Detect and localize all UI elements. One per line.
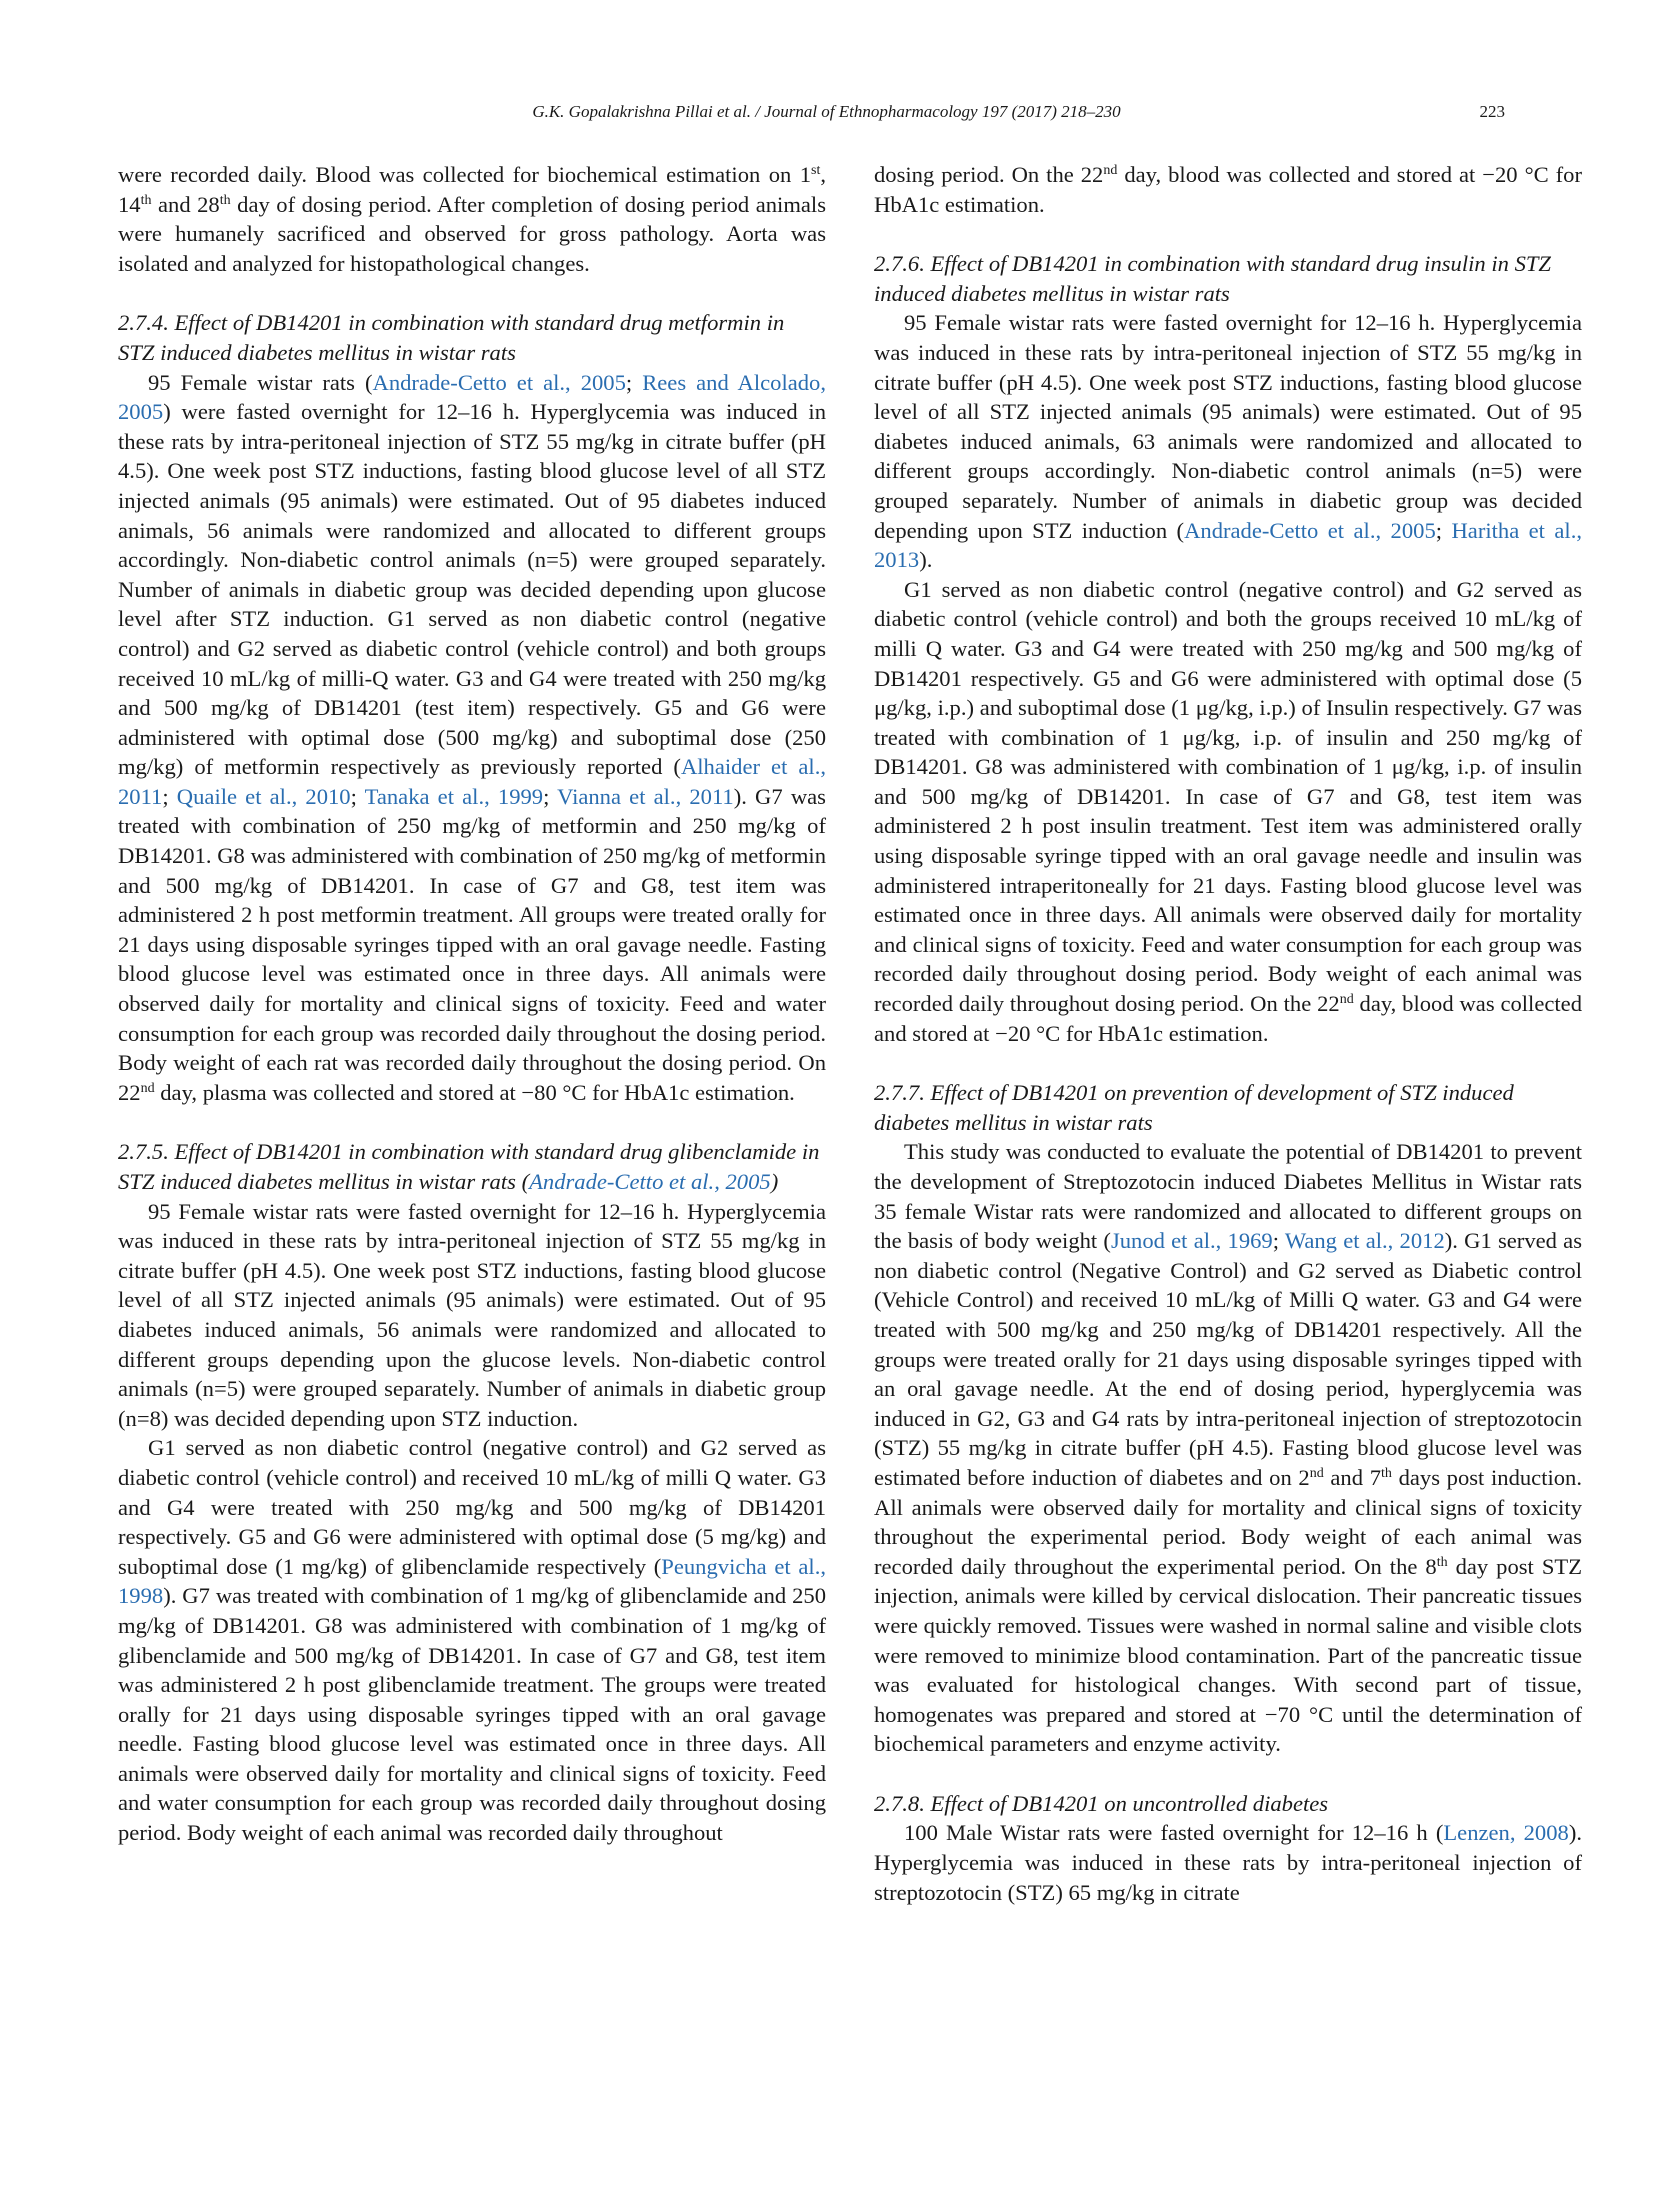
text-run: 2.7.5. Effect of DB14201 in combination with standard drug glibenclamide in STZ induced diabetes mellitus in wistar rats ( — [118, 1139, 820, 1194]
text-run: and 7 — [1323, 1464, 1381, 1490]
section-heading-2-7-6 — [874, 249, 1582, 308]
text-run: day, plasma was collected and stored at −80 °C for HbA1c estimation. — [154, 1079, 795, 1105]
paragraph — [118, 160, 826, 278]
text-run: ). G7 was treated with combination of 250 mg/kg of metformin and 250 mg/kg of DB14201. G8 was administered with combination of 250 mg/kg of metformin and 500 mg/kg of DB14201. In case of G7 and G8, test item was administered 2 h post metformin treatment. All groups were treated orally for 21 days using disposable syringes tipped with an oral gavage needle. Fasting blood glucose level was estimated once in three days. All animals were observed daily for mortality and clinical signs of toxicity. Feed and water consumption for each group was recorded daily throughout the dosing period. Body weight of each rat was recorded daily throughout the dosing period. On 22 — [118, 783, 826, 1105]
text-run: ; — [162, 783, 177, 809]
text-run: day, blood was collected and stored at −20 °C for HbA1c estimation. — [874, 991, 1582, 1046]
page-number: 223 — [1479, 102, 1505, 121]
right-column — [874, 160, 1582, 1907]
citation-link[interactable]: Haritha et al., 2013 — [874, 517, 1582, 573]
citation-link[interactable]: Junod et al., 1969 — [1110, 1228, 1273, 1254]
superscript: nd — [1309, 1466, 1324, 1482]
paragraph — [118, 1433, 826, 1847]
citation-link[interactable]: Andrade-Cetto et al., 2005 — [1184, 517, 1436, 543]
superscript: th — [140, 192, 152, 208]
text-run: ). — [919, 547, 933, 573]
text-run: ) were fasted overnight for 12–16 h. Hyperglycemia was induced in these rats by intra-peritoneal injection of STZ 55 mg/kg in citrate buffer (pH 4.5). One week post STZ inductions, fasting blood glucose level of all STZ injected animals (95 animals) were estimated. Out of 95 diabetes induced animals, 56 animals were randomized and allocated to different groups accordingly. Non-diabetic control animals (n=5) were grouped separately. Number of animals in diabetic group was decided depending upon glucose level after STZ induction. G1 served as non diabetic control (negative control) and G2 served as diabetic control (vehicle control) and both groups received 10 mL/kg of milli-Q water. G3 and G4 were treated with 250 mg/kg and 500 mg/kg of DB14201 (test item) respectively. G5 and G6 were administered with optimal dose (500 mg/kg) and suboptimal dose (250 mg/kg) of metformin respectively as previously reported ( — [118, 399, 826, 780]
superscript: nd — [140, 1081, 155, 1097]
text-run: day of dosing period. After completion of dosing period animals were humanely sacrificed and observed for gross pathology. Aorta was isolated and analyzed for histopathological changes. — [118, 191, 826, 276]
citation-link[interactable]: Wang et al., 2012 — [1284, 1228, 1445, 1254]
paragraph — [874, 1818, 1582, 1907]
paragraph — [874, 1137, 1582, 1758]
text-run: ). Hyperglycemia was induced in these rats by intra-peritoneal injection of streptozotocin (STZ) 65 mg/kg in citrate — [874, 1820, 1583, 1905]
section-heading-2-7-5 — [118, 1137, 826, 1196]
citation-link[interactable]: Tanaka et al., 1999 — [364, 783, 544, 809]
paragraph — [118, 368, 826, 1108]
citation-link[interactable]: Vianna et al., 2011 — [557, 783, 734, 809]
text-run: G1 served as non diabetic control (negative control) and G2 served as diabetic control (vehicle control) and received 10 mL/kg of milli Q water. G3 and G4 were treated with 250 mg/kg and 500 mg/kg of DB14201 respectively. G5 and G6 were administered with optimal dose (5 mg/kg) and suboptimal dose (1 mg/kg) of glibenclamide respectively ( — [118, 1435, 826, 1579]
text-run: 95 Female wistar rats were fasted overnight for 12–16 h. Hyperglycemia was induced in these rats by intra-peritoneal injection of STZ 55 mg/kg in citrate buffer (pH 4.5). One week post STZ inductions, fasting blood glucose level of all STZ injected animals (95 animals) were estimated. Out of 95 diabetes induced animals, 56 animals were randomized and allocated to different groups depending upon the glucose levels. Non-diabetic control animals (n=5) were grouped separately. Number of animals in diabetic group (n=8) was decided depending upon STZ induction. — [118, 1198, 826, 1431]
text-run: G1 served as non diabetic control (negative control) and G2 served as diabetic control (vehicle control) and both the groups received 10 mL/kg of milli Q water. G3 and G4 were treated with 250 mg/kg and 500 mg/kg of DB14201 respectively. G5 and G6 were administered with optimal dose (5 μg/kg, i.p.) and suboptimal dose (1 μg/kg, i.p.) of Insulin respectively. G7 was treated with combination of 1 μg/kg, i.p. of insulin and 250 mg/kg of DB14201. G8 was administered with combination of 1 μg/kg, i.p. of insulin and 500 mg/kg of DB14201. In case of G7 and G8, test item was administered 2 h post insulin treatment. Test item was administered orally using disposable syringe tipped with an oral gavage needle and insulin was administered intraperitoneally for 21 days. Fasting blood glucose level was estimated once in three days. All animals were observed daily for mortality and clinical signs of toxicity. Feed and water consumption for each group was recorded daily throughout dosing period. Body weight of each animal was recorded daily throughout dosing period. On the 22 — [874, 576, 1582, 1017]
superscript: th — [1381, 1466, 1392, 1482]
text-run: 2.7.4. Effect of DB14201 in combination with standard drug metformin in STZ induced diabetes mellitus in wistar rats — [118, 310, 785, 365]
text-run: were recorded daily. Blood was collected for biochemical estimation on 1 — [118, 162, 811, 187]
citation-link[interactable]: Andrade-Cetto et al., 2005 — [372, 369, 626, 395]
text-run: 2.7.7. Effect of DB14201 on prevention of development of STZ induced diabetes mellitus in wistar rats — [874, 1080, 1514, 1135]
left-column — [118, 160, 826, 1848]
section-heading-2-7-4 — [118, 308, 826, 367]
superscript: nd — [1103, 163, 1118, 179]
citation-link[interactable]: Lenzen, 2008 — [1443, 1820, 1569, 1846]
paragraph — [118, 1197, 826, 1434]
paragraph — [874, 308, 1582, 574]
citation-link[interactable]: Rees and Alcolado, 2005 — [118, 369, 826, 425]
text-run: ) — [770, 1169, 779, 1194]
text-run: ; — [1435, 517, 1452, 543]
text-run: day, blood was collected and stored at −20 °C for HbA1c estimation. — [874, 162, 1583, 217]
running-header — [0, 96, 1653, 126]
superscript: th — [1436, 1555, 1448, 1571]
text-run: 100 Male Wistar rats were fasted overnight for 12–16 h ( — [904, 1820, 1444, 1846]
citation-link[interactable]: Alhaider et al., 2011 — [118, 754, 827, 809]
text-run: 2.7.8. Effect of DB14201 on uncontrolled diabetes — [874, 1790, 1329, 1816]
text-run: 95 Female wistar rats ( — [148, 369, 373, 395]
citation-link[interactable]: Quaile et al., 2010 — [176, 783, 351, 809]
section-heading-2-7-7 — [874, 1078, 1582, 1137]
paragraph — [874, 160, 1582, 219]
text-run: ; — [625, 369, 643, 395]
text-run: days post induction. All animals were observed daily for mortality and clinical signs of toxicity throughout the experimental period. Body weight of each animal was recorded daily throughout the experimental period. On the 8 — [874, 1464, 1582, 1579]
text-run: and 28 — [151, 191, 220, 217]
text-run: 95 Female wistar rats were fasted overnight for 12–16 h. Hyperglycemia was induced in these rats by intra-peritoneal injection of STZ 55 mg/kg in citrate buffer (pH 4.5). One week post STZ inductions, fasting blood glucose level of all STZ injected animals (95 animals) were estimated. Out of 95 diabetes induced animals, 63 animals were randomized and allocated to different groups accordingly. Non-diabetic control animals (n=5) were grouped separately. Number of animals in diabetic group was decided depending upon STZ induction ( — [874, 310, 1582, 543]
text-run: 2.7.6. Effect of DB14201 in combination with standard drug insulin in STZ induced diabetes mellitus in wistar rats — [874, 251, 1551, 306]
text-run: ; — [1272, 1228, 1285, 1254]
text-run: dosing period. On the 22 — [874, 162, 1104, 187]
text-run: ; — [543, 783, 558, 809]
text-run: day post STZ injection, animals were killed by cervical dislocation. Their pancreatic tissues were quickly removed. Tissues were washed in normal saline and visible clots were removed to minimize blood contamination. Part of the pancreatic tissue was evaluated for histological changes. With second part of tissue, homogenates was prepared and stored at −70 °C until the determination of biochemical parameters and enzyme activity. — [874, 1553, 1582, 1757]
citation-link[interactable]: Andrade-Cetto et al., 2005 — [529, 1169, 771, 1194]
section-heading-2-7-8 — [874, 1789, 1582, 1819]
text-run: , 14 — [118, 162, 826, 217]
paragraph — [874, 575, 1582, 1049]
text-run: This study was conducted to evaluate the potential of DB14201 to prevent the development of Streptozotocin induced Diabetes Mellitus in Wistar rats 35 female Wistar rats were randomized and allocated to different groups on the basis of body weight ( — [874, 1139, 1582, 1254]
journal-citation: G.K. Gopalakrishna Pillai et al. / Journal of Ethnopharmacology 197 (2017) 218–230 — [532, 102, 1121, 121]
citation-link[interactable]: Peungvicha et al., 1998 — [118, 1553, 826, 1609]
superscript: st — [811, 163, 821, 179]
text-run: ). G7 was treated with combination of 1 mg/kg of glibenclamide and 250 mg/kg of DB14201. G8 was administered with combination of 1 mg/kg of glibenclamide and 500 mg/kg of DB14201. In case of G7 and G8, test item was administered 2 h post glibenclamide treatment. The groups were treated orally for 21 days using disposable syringes tipped with an oral gavage needle. Fasting blood glucose level was estimated once in three days. All animals were observed daily for mortality and clinical signs of toxicity. Feed and water consumption for each group was recorded daily throughout dosing period. Body weight of each animal was recorded daily throughout — [118, 1583, 826, 1846]
text-run: ; — [350, 783, 365, 809]
superscript: th — [219, 192, 231, 208]
text-run: ). G1 served as non diabetic control (Negative Control) and G2 served as Diabetic control (Vehicle Control) and received 10 mL/kg of Milli Q water. G3 and G4 were treated with 500 mg/kg and 250 mg/kg of DB14201 respectively. All the groups were treated orally for 21 days using disposable syringes tipped with an oral gavage needle. At the end of dosing period, hyperglycemia was induced in G2, G3 and G4 rats by intra-peritoneal injection of streptozotocin (STZ) 55 mg/kg in citrate buffer (pH 4.5). Fasting blood glucose level was estimated before induction of diabetes and on 2 — [874, 1228, 1582, 1490]
superscript: nd — [1339, 992, 1354, 1008]
